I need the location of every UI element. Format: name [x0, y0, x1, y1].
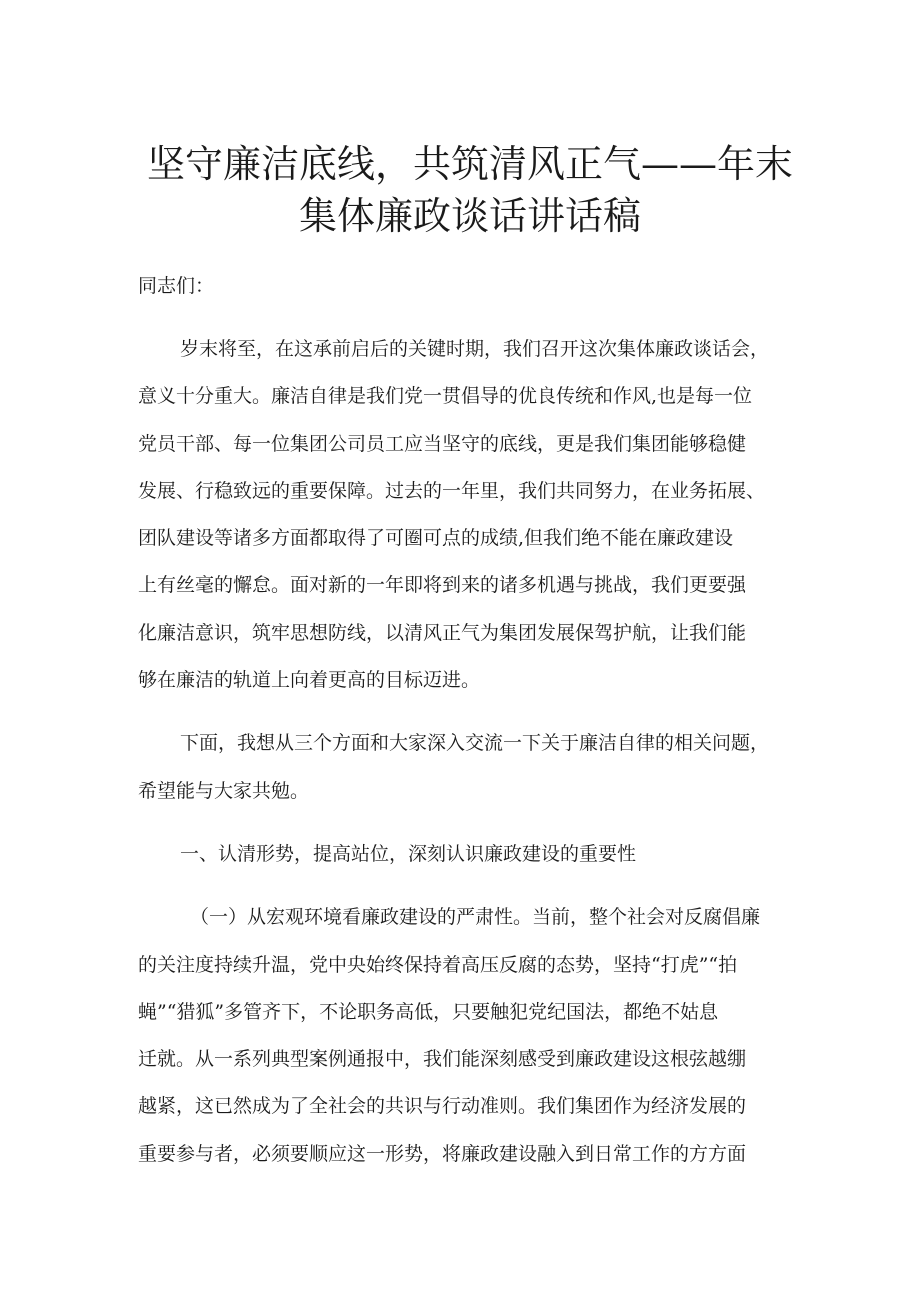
paragraph-intro — [138, 326, 802, 704]
salutation: 同志们： — [138, 275, 215, 297]
paragraph-subsection-1 — [138, 894, 802, 1178]
paragraph-line: 够在廉洁的轨道上向着更高的目标迈进。 — [138, 669, 481, 692]
paragraph-line: 迁就。从一系列典型案例通报中，我们能深刻感受到廉政建设这根弦越绷 — [138, 1048, 747, 1071]
paragraph-line: 蝇”“猎狐”多管齐下，不论职务高低，只要触犯党纪国法，都绝不姑息 — [138, 1000, 719, 1023]
paragraph-line: 上有丝毫的懈怠。面对新的一年即将到来的诸多机遇与挑战，我们更要强 — [138, 574, 747, 597]
paragraph-line: 下面，我想从三个方面和大家深入交流一下关于廉洁自律的相关问题， — [180, 732, 770, 755]
paragraph-transition — [138, 720, 802, 815]
paragraph-line: 重要参与者，必须要顺应这一形势，将廉政建设融入到日常工作的方方面 — [138, 1142, 747, 1165]
paragraph-line: 党员干部、每一位集团公司员工应当坚守的底线，更是我们集团能够稳健 — [138, 432, 747, 455]
paragraph-line: 发展、行稳致远的重要保障。过去的一年里，我们共同努力，在业务拓展、 — [138, 479, 766, 502]
section-heading-text: 一、认清形势，提高站位，深刻认识廉政建设的重要性 — [180, 842, 637, 865]
paragraph-line: 团队建设等诸多方面都取得了可圈可点的成绩,但我们绝不能在廉政建设 — [138, 527, 734, 550]
paragraph-line: 岁末将至，在这承前启后的关键时期，我们召开这次集体廉政谈话会， — [180, 338, 770, 360]
paragraph-line: 化廉洁意识，筑牢思想防线，以清风正气为集团发展保驾护航，让我们能 — [138, 621, 747, 644]
paragraph-line: 的关注度持续升温，党中央始终保持着高压反腐的态势，坚持“打虎”“拍 — [138, 953, 738, 976]
paragraph-line: 希望能与大家共勉。 — [138, 779, 310, 802]
paragraph-line: 意义十分重大。廉洁自律是我们党一贯倡导的优良传统和作风,也是每一位 — [138, 385, 753, 408]
paragraph-line: 越紧，这已然成为了全社会的共识与行动准则。我们集团作为经济发展的 — [138, 1095, 747, 1118]
paragraph-line: （一）从宏观环境看廉政建设的严肃性。当前，整个社会对反腐倡廉 — [190, 906, 761, 929]
document-title — [138, 138, 802, 242]
section-heading-1 — [138, 831, 802, 878]
title-line-1: 坚守廉洁底线，共筑清风正气——年末 — [146, 142, 793, 186]
title-line-2: 集体廉政谈话讲话稿 — [298, 194, 641, 238]
